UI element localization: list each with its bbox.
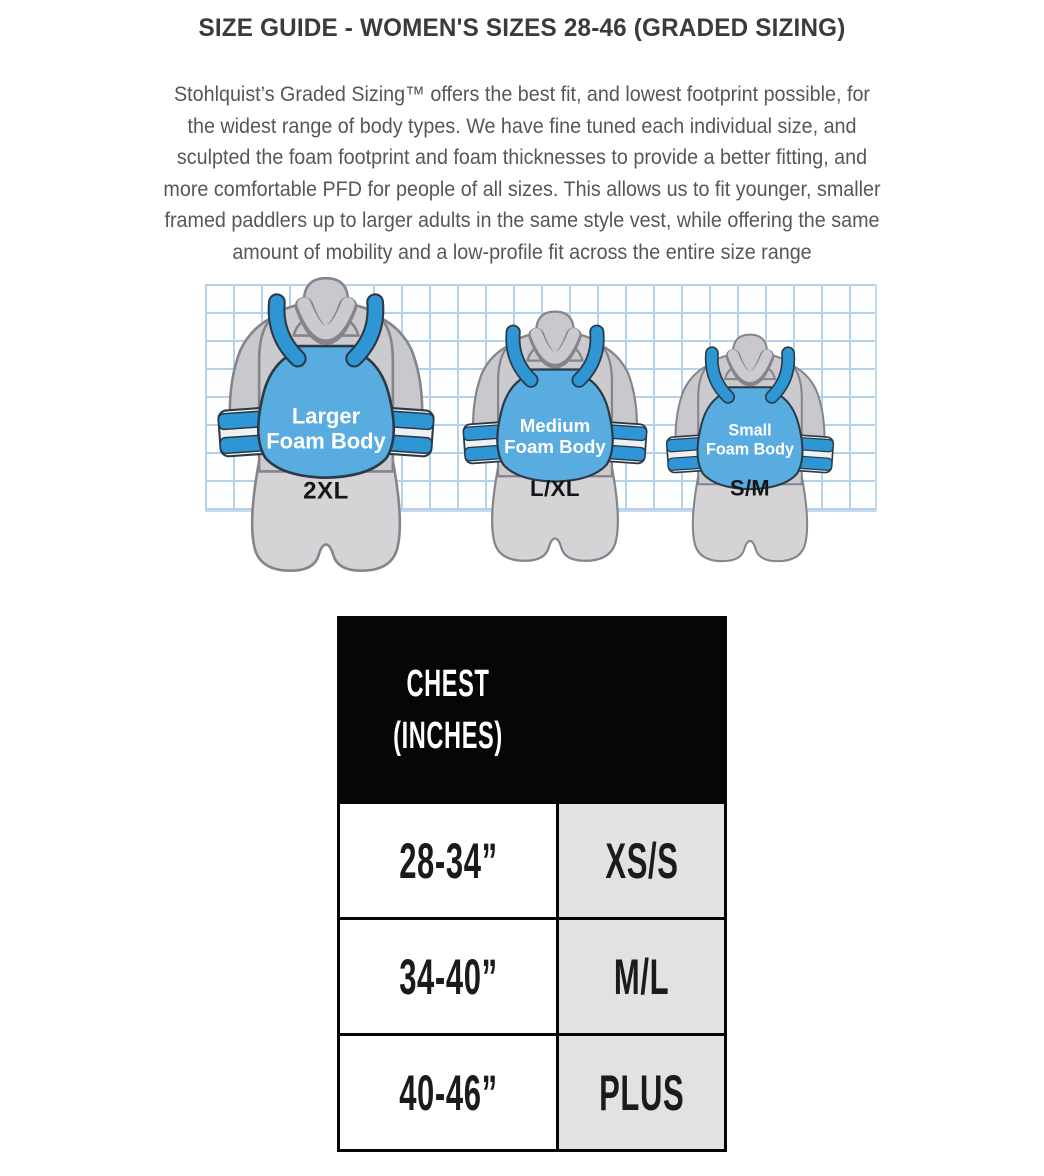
chest-cell: 40-46” (340, 1036, 556, 1149)
table-row (340, 1033, 724, 1149)
intro-line: sculpted the foam footprint and foam thicknesses to provide a better fitting, and (176, 146, 868, 169)
figure-small-foam-body (661, 332, 839, 567)
size-cell: PLUS (556, 1036, 724, 1149)
graded-sizing-diagram (0, 272, 1044, 588)
vest-label-line1: Medium (519, 414, 591, 436)
chest-cell: 34-40” (340, 920, 556, 1033)
table-header (340, 619, 724, 801)
vest-label-line2: Foam Body (705, 440, 795, 459)
vest-label-line2: Foam Body (266, 428, 386, 454)
figure-medium-foam-body (457, 309, 653, 567)
table-row (340, 917, 724, 1033)
table-header-line1: CHEST (406, 663, 490, 705)
vest-label-line1: Small (728, 421, 772, 440)
table-header-line2: (INCHES) (393, 715, 503, 757)
table-row (340, 801, 724, 917)
intro-line: Stohlquist’s Graded Sizing™ offers the best fit, and lowest footprint possible, for (173, 83, 871, 106)
figure-size-label: S/M (729, 475, 771, 501)
intro-line: more comfortable PFD for people of all sizes. This allows us to fit younger, smaller (163, 177, 881, 201)
size-cell: M/L (556, 920, 724, 1033)
intro-paragraph (108, 79, 935, 268)
intro-line: amount of mobility and a low-profile fit across the entire size range (232, 240, 812, 264)
vest-label-line2: Foam Body (504, 436, 606, 458)
vest-label-line1: Larger (291, 403, 361, 429)
table-header-text (340, 658, 556, 762)
figure-size-label: L/XL (530, 475, 580, 501)
size-chart-table (337, 616, 727, 1152)
size-cell: XS/S (556, 804, 724, 917)
chest-cell: 28-34” (340, 804, 556, 917)
intro-line: the widest range of body types. We have fine tuned each individual size, and (187, 114, 857, 138)
figure-larger-foam-body (211, 275, 441, 578)
figure-size-label: 2XL (303, 477, 349, 505)
intro-line: framed paddlers up to larger adults in the same style vest, while offering the same (164, 209, 880, 232)
page-title: SIZE GUIDE - WOMEN'S SIZES 28-46 (GRADED SIZING) (198, 14, 846, 42)
